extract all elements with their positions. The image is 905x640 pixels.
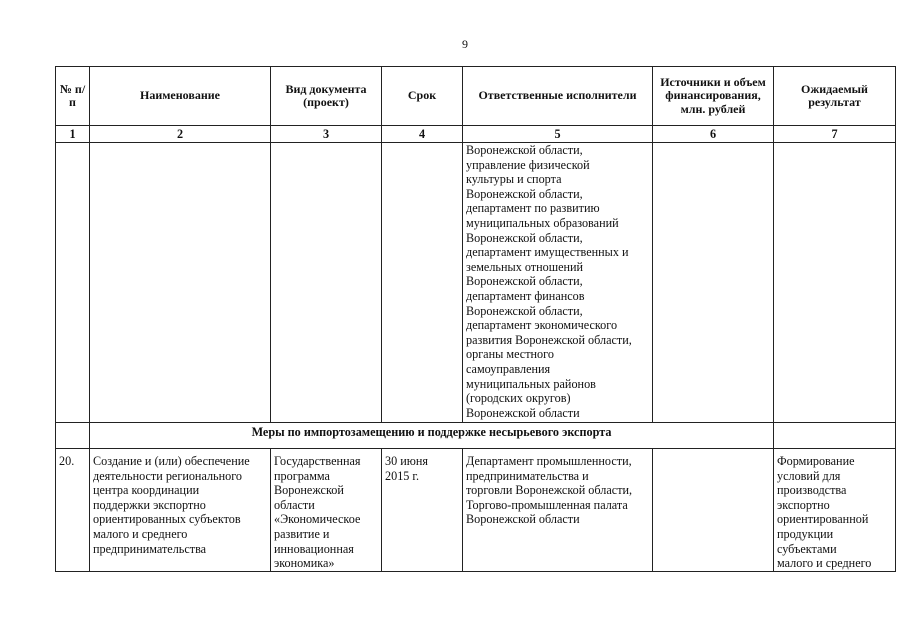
- text-line: программа: [274, 468, 330, 483]
- text-line: условий для: [777, 468, 841, 483]
- text-line: Воронежской области,: [466, 274, 583, 289]
- text-line: культуры и спорта: [466, 172, 562, 187]
- text-line: «Экономическое: [274, 512, 361, 527]
- row-name-cell: [90, 449, 271, 572]
- text-line: деятельности регионального: [93, 468, 243, 483]
- row-number: 20.: [56, 449, 90, 572]
- column-numbers-row: [56, 126, 896, 143]
- row-deadline: [385, 454, 459, 483]
- continued-executors: [466, 143, 649, 420]
- text-line: производства: [777, 483, 847, 498]
- row-document: [274, 454, 378, 571]
- row-executors-cell: [463, 449, 653, 572]
- row-name: [93, 454, 267, 556]
- text-line: органы местного: [466, 347, 554, 362]
- text-line: Воронежской области,: [466, 303, 583, 318]
- continuation-row: [56, 143, 896, 423]
- text-line: (городских округов): [466, 391, 571, 406]
- text-line: 2015 г.: [385, 468, 420, 483]
- text-line: департамент имущественных и: [466, 245, 629, 260]
- text-line: департамент финансов: [466, 288, 585, 303]
- row-result-cell: [774, 449, 896, 572]
- column-number: 3: [271, 126, 382, 143]
- text-line: департамент по развитию: [466, 201, 600, 216]
- text-line: Воронежской области: [466, 512, 580, 527]
- header-number: № п/п: [56, 67, 90, 126]
- text-line: торговли Воронежской области,: [466, 483, 633, 498]
- row-result: [777, 454, 892, 571]
- text-line: субъектами: [777, 541, 837, 556]
- text-line: области: [274, 497, 315, 512]
- text-line: малого и среднего: [93, 526, 188, 541]
- text-line: 30 июня: [385, 454, 428, 468]
- text-line: управление физической: [466, 157, 590, 172]
- column-number: 6: [653, 126, 774, 143]
- column-number: 5: [463, 126, 653, 143]
- column-number: 1: [56, 126, 90, 143]
- header-name: Наименование: [90, 67, 271, 126]
- text-line: Воронежской области,: [466, 143, 583, 157]
- text-line: Воронежской области: [466, 405, 580, 420]
- row-financing: [653, 449, 774, 572]
- column-number: 2: [90, 126, 271, 143]
- section-row: [56, 423, 896, 449]
- row-executors: [466, 454, 649, 527]
- row-deadline-cell: [382, 449, 463, 572]
- text-line: Формирование: [777, 454, 855, 468]
- text-line: малого и среднего: [777, 556, 872, 571]
- text-line: ориентированной: [777, 512, 869, 527]
- text-line: предпринимательства и: [466, 468, 589, 483]
- text-line: Воронежской области,: [466, 186, 583, 201]
- text-line: Воронежской области,: [466, 230, 583, 245]
- text-line: предпринимательства: [93, 541, 207, 556]
- table-row: [56, 449, 896, 572]
- text-line: поддержки экспортно: [93, 497, 206, 512]
- text-line: Создание и (или) обеспечение: [93, 454, 250, 468]
- text-line: развития Воронежской области,: [466, 332, 632, 347]
- text-line: муниципальных районов: [466, 376, 596, 391]
- text-line: ориентированных субъектов: [93, 512, 241, 527]
- text-line: земельных отношений: [466, 259, 584, 274]
- header-document-type: Вид документа (проект): [271, 67, 382, 126]
- text-line: Воронежской: [274, 483, 344, 498]
- text-line: Государственная: [274, 454, 361, 468]
- header-result: Ожидаемый результат: [774, 67, 896, 126]
- continued-executors-cell: [463, 143, 653, 423]
- action-plan-table: [55, 66, 896, 572]
- header-deadline: Срок: [382, 67, 463, 126]
- text-line: инновационная: [274, 541, 354, 556]
- text-line: самоуправления: [466, 361, 551, 376]
- text-line: экспортно: [777, 497, 830, 512]
- row-document-cell: [271, 449, 382, 572]
- header-financing: Источники и объем финансирования, млн. рублей: [653, 67, 774, 126]
- section-title: Меры по импортозамещению и поддержке несырьевого экспорта: [90, 423, 774, 449]
- text-line: муниципальных образований: [466, 215, 619, 230]
- text-line: департамент экономического: [466, 318, 618, 333]
- header-executors: Ответственные исполнители: [463, 67, 653, 126]
- text-line: Департамент промышленности,: [466, 454, 632, 468]
- column-number: 7: [774, 126, 896, 143]
- text-line: экономика»: [274, 556, 335, 571]
- page-number: 9: [462, 37, 468, 51]
- text-line: развитие и: [274, 526, 330, 541]
- text-line: центра координации: [93, 483, 200, 498]
- text-line: Торгово-промышленная палата: [466, 497, 628, 512]
- header-row: [56, 67, 896, 126]
- text-line: продукции: [777, 526, 834, 541]
- column-number: 4: [382, 126, 463, 143]
